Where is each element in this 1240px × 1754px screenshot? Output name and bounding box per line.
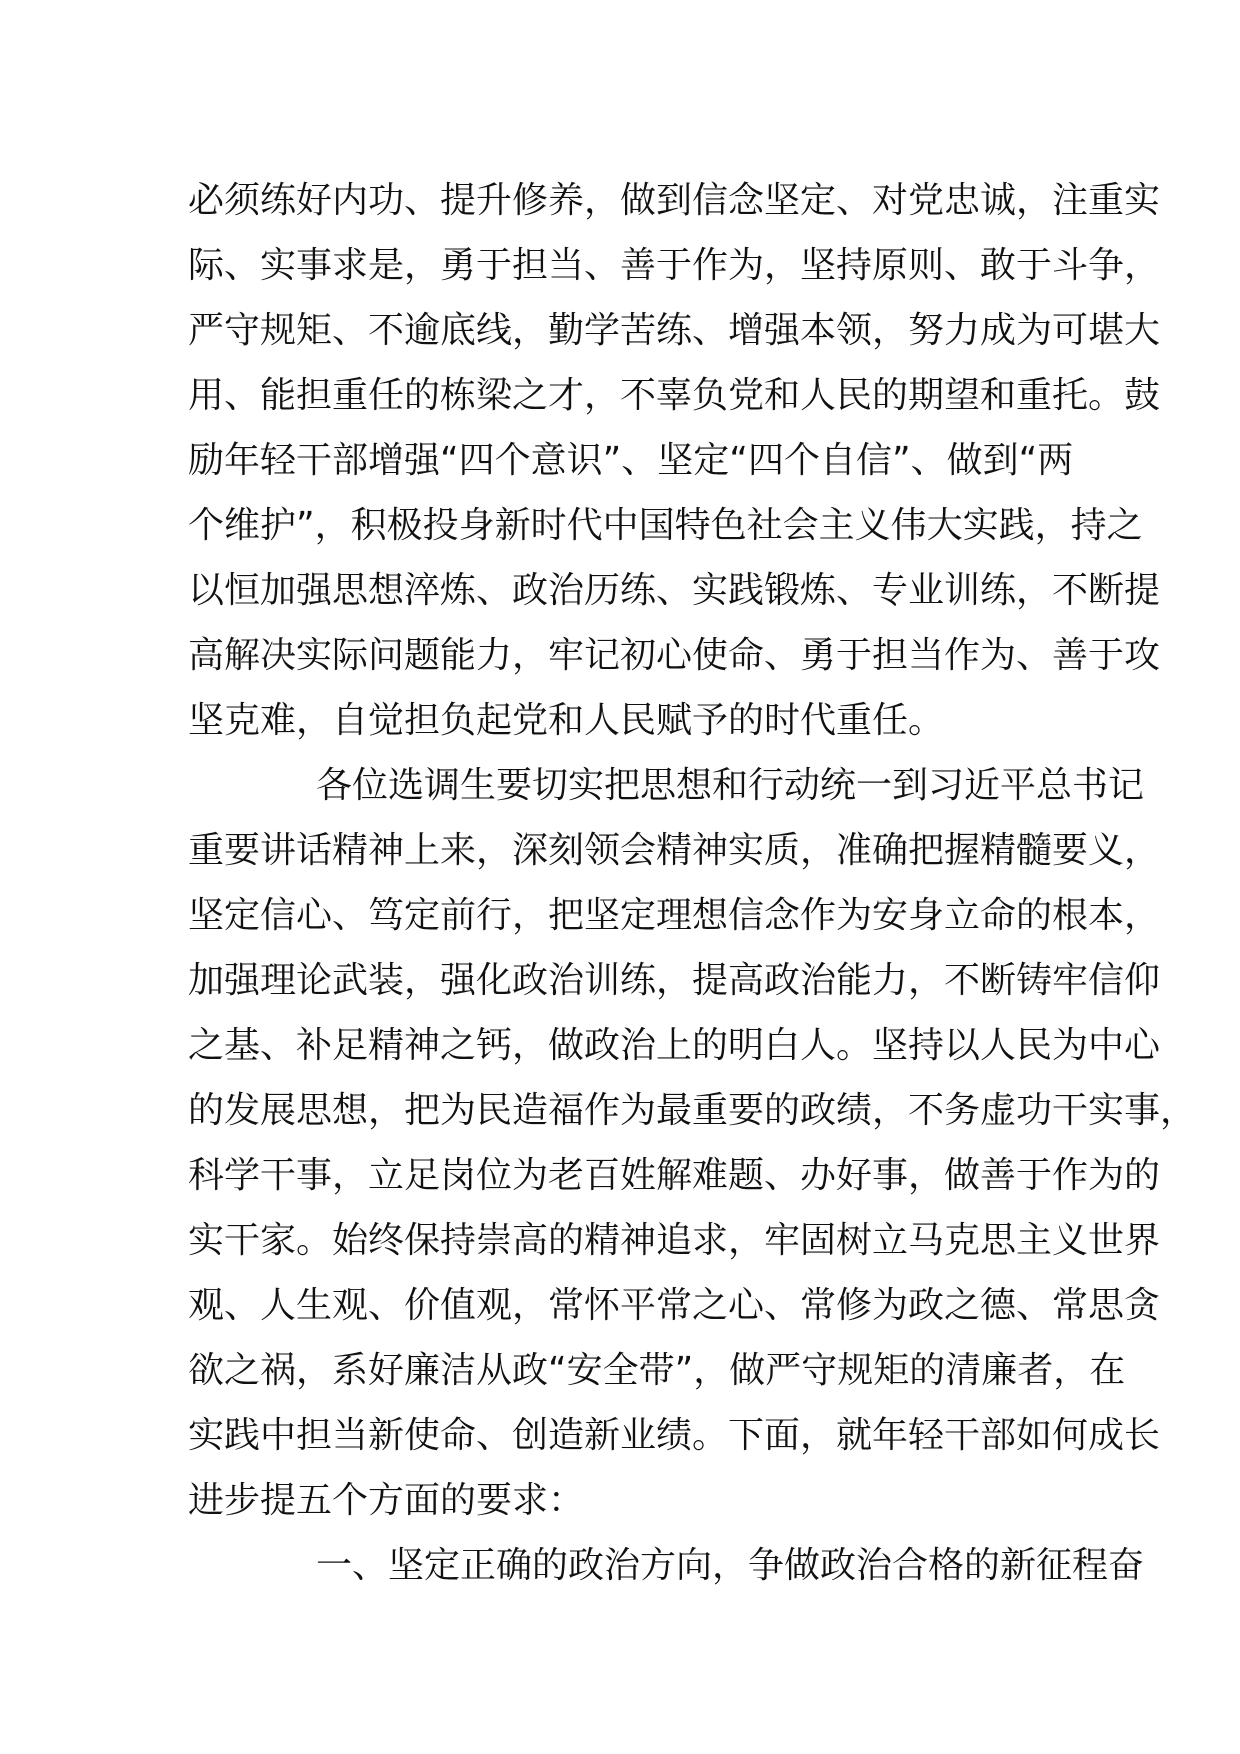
text-line: 必须练好内功、提升修养，做到信念坚定、对党忠诚，注重实 — [188, 180, 1161, 221]
text-line: 坚定信心、笃定前行，把坚定理想信念作为安身立命的根本， — [188, 895, 1161, 936]
section-heading-line: 一、坚定正确的政治方向，争做政治合格的新征程奋 — [316, 1545, 1145, 1586]
paragraph-3-heading — [188, 1533, 1145, 1598]
text-line: 加强理论武装，强化政治训练，提高政治能力，不断铸牢信仰 — [188, 960, 1161, 1001]
text-line-indented: 各位选调生要切实把思想和行动统一到习近平总书记 — [316, 765, 1145, 806]
paragraph-1 — [188, 168, 1161, 753]
text-line: 观、人生观、价值观，常怀平常之心、常修为政之德、常思贪 — [188, 1285, 1161, 1326]
text-line: 的发展思想，把为民造福作为最重要的政绩，不务虚功干实事， — [188, 1090, 1197, 1131]
text-line: 坚克难，自觉担负起党和人民赋予的时代重任。 — [188, 700, 945, 741]
text-line: 际、实事求是，勇于担当、善于作为，坚持原则、敢于斗争， — [188, 245, 1161, 286]
text-line: 以恒加强思想淬炼、政治历练、实践锻炼、专业训练，不断提 — [188, 570, 1161, 611]
text-line: 重要讲话精神上来，深刻领会精神实质，准确把握精髓要义， — [188, 830, 1161, 871]
text-line: 励年轻干部增强“四个意识”、坚定“四个自信”、做到“两 — [188, 440, 1074, 481]
text-line: 用、能担重任的栋梁之才，不辜负党和人民的期望和重托。鼓 — [188, 375, 1161, 416]
text-line: 严守规矩、不逾底线，勤学苦练、增强本领，努力成为可堪大 — [188, 310, 1161, 351]
text-line: 实干家。始终保持崇高的精神追求，牢固树立马克思主义世界 — [188, 1220, 1161, 1261]
text-line: 进步提五个方面的要求： — [188, 1480, 585, 1521]
text-line: 科学干事，立足岗位为老百姓解难题、办好事，做善于作为的 — [188, 1155, 1161, 1196]
text-line: 个维护”，积极投身新时代中国特色社会主义伟大实践，持之 — [188, 505, 1143, 546]
text-line: 欲之祸，系好廉洁从政“安全带”，做严守规矩的清廉者，在 — [188, 1350, 1126, 1391]
text-line: 实践中担当新使命、创造新业绩。下面，就年轻干部如何成长 — [188, 1415, 1161, 1456]
paragraph-2 — [188, 753, 1197, 1533]
text-line: 高解决实际问题能力，牢记初心使命、勇于担当作为、善于攻 — [188, 635, 1161, 676]
text-line: 之基、补足精神之钙，做政治上的明白人。坚持以人民为中心 — [188, 1025, 1161, 1066]
document-body — [188, 168, 1197, 1598]
